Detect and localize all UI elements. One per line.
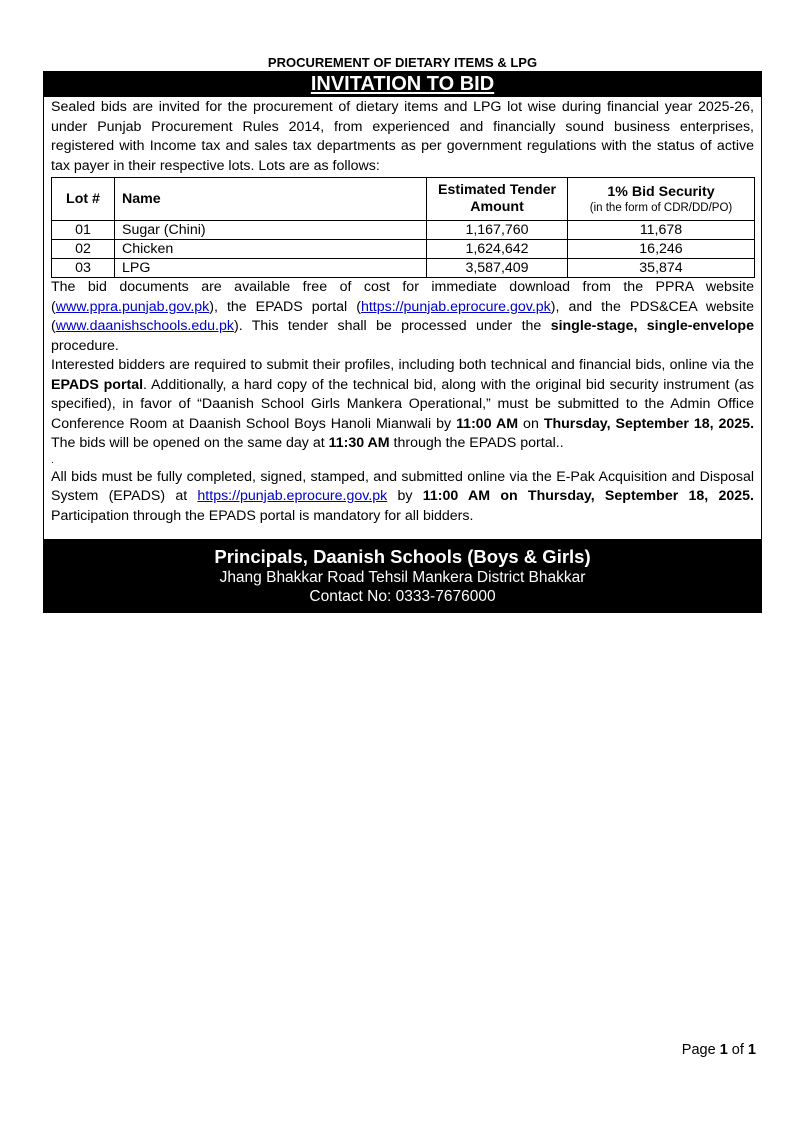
cell-amount: 1,624,642: [427, 240, 568, 259]
cell-name: Sugar (Chini): [115, 221, 427, 240]
text-run: Interested bidders are required to submit their profiles, including both technical and financial bids, online via the: [51, 357, 754, 373]
text-run: The bid documents are available free of cost for immediate download from the PPRA website (: [51, 279, 754, 315]
text-run: ). This tender shall be processed under the: [233, 318, 551, 334]
bold-run: EPADS portal: [51, 376, 144, 393]
bold-run: Thursday, September 18, 2025.: [543, 415, 755, 432]
cell-amount: 3,587,409: [427, 259, 568, 278]
submission-paragraph: [51, 356, 754, 454]
text-run: Page: [681, 1042, 720, 1058]
table-header-row: [52, 178, 755, 221]
daanish-link[interactable]: www.daanishschools.edu.pk: [55, 318, 234, 334]
documents-paragraph: [51, 278, 754, 356]
epads-link[interactable]: https://punjab.eprocure.gov.pk: [360, 298, 551, 315]
text-run: through the EPADS portal..: [389, 435, 564, 451]
total-pages: 1: [747, 1042, 756, 1058]
text-run: on: [518, 415, 544, 432]
table-row: [52, 240, 755, 259]
banner-title: INVITATION TO BID: [310, 73, 495, 95]
text-run: procedure.: [51, 337, 119, 354]
footer-address: Jhang Bhakkar Road Tehsil Mankera District Bhakkar: [219, 569, 586, 586]
epads-link[interactable]: https://punjab.eprocure.gov.pk: [197, 488, 388, 504]
epads-paragraph: [51, 468, 754, 527]
text-run: All bids must be fully completed, signed, stamped, and submitted online via the E-Pak Acquisition and Disposal System (EPADS) at: [51, 468, 754, 504]
header-security-label: 1% Bid Security: [607, 183, 715, 200]
lots-table: [51, 177, 755, 278]
cell-name: Chicken: [115, 240, 427, 259]
cell-lot: 01: [52, 221, 115, 240]
footer-title: Principals, Daanish Schools (Boys & Girls): [214, 546, 591, 567]
footer-contact: Contact No: 0333-7676000: [309, 588, 496, 605]
cell-security: 35,874: [568, 259, 755, 278]
header-security-sub: (in the form of CDR/DD/PO): [589, 201, 733, 214]
page-number: [682, 1041, 756, 1059]
text-run: . Additionally, a hard copy of the technical bid, along with the original bid security instrument (as specified), in favor of “Daanish School Girls Mankera Operational,” must be submitted to the Admin Office Conference Room at Daanish School Boys Hanoli Mianwali by: [51, 376, 755, 432]
cell-security: 16,246: [568, 240, 755, 259]
intro-paragraph: Sealed bids are invited for the procurement of dietary items and LPG lot wise during financial year 2025-26, under Punjab Procurement Rules 2014, from experienced and financially sound business enterprises, registered with Income tax and sales tax departments as per government regulations with the status of active tax payer in their respective lots. Lots are as follows:: [51, 99, 754, 174]
cell-amount: 1,167,760: [427, 221, 568, 240]
invitation-banner: [44, 72, 761, 97]
current-page: 1: [719, 1042, 728, 1058]
cell-name: LPG: [115, 259, 427, 278]
text-run: by: [387, 488, 423, 504]
header-name: Name: [115, 178, 427, 221]
table-row: [52, 259, 755, 278]
table-row: [52, 221, 755, 240]
separator-dot: .: [51, 454, 54, 466]
advertisement-box: [43, 71, 762, 613]
bold-run: 11:30 AM: [328, 435, 390, 451]
text-run: The bids will be opened on the same day at: [51, 435, 329, 451]
cell-security: 11,678: [568, 221, 755, 240]
document-heading: PROCUREMENT OF DIETARY ITEMS & LPG: [267, 55, 538, 70]
text-run: of: [727, 1042, 748, 1058]
text-run: Participation through the EPADS portal is mandatory for all bidders.: [51, 507, 474, 524]
advertisement-body: [44, 97, 761, 526]
bold-run: single-stage, single-envelope: [550, 318, 754, 334]
cell-lot: 03: [52, 259, 115, 278]
text-run: ), the EPADS portal (: [209, 298, 361, 315]
header-security: [568, 178, 755, 221]
header-lot: Lot #: [52, 178, 115, 221]
bold-run: 11:00 AM on Thursday, September 18, 2025.: [422, 488, 754, 504]
text-run: ), and the PDS&CEA website (: [51, 298, 754, 334]
contact-footer: [44, 539, 761, 612]
bold-run: 11:00 AM: [456, 415, 519, 432]
header-amount: Estimated Tender Amount: [427, 178, 568, 221]
ppra-link[interactable]: www.ppra.punjab.gov.pk: [55, 298, 210, 315]
cell-lot: 02: [52, 240, 115, 259]
